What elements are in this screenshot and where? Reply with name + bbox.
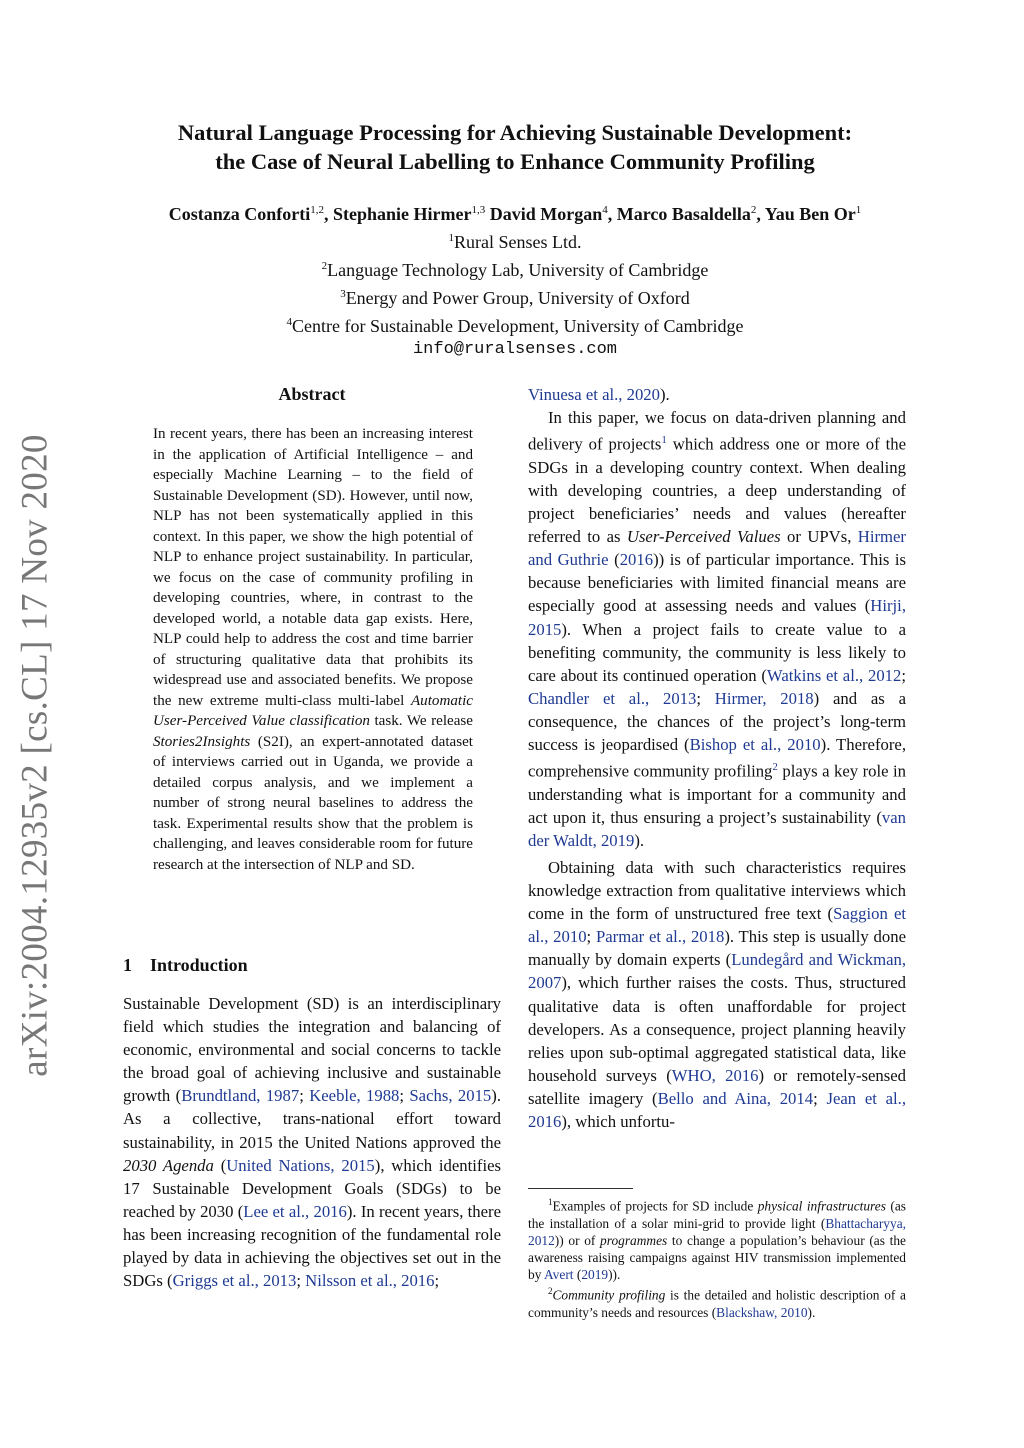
citation-link[interactable]: Griggs et al., 2013 (172, 1271, 297, 1291)
author-affiliation-mark: 4 (602, 204, 608, 216)
citation-link[interactable]: 2016 (619, 550, 654, 570)
affiliation: $^4$Centre for Sustainable Development, University of Cambridge (286, 316, 744, 336)
citation-link[interactable]: Vinuesa et al., 2020 (528, 385, 660, 404)
citation-link[interactable]: Brundtland, 1987 (181, 1086, 300, 1106)
citation-link[interactable]: Watkins et al., 2012 (766, 665, 902, 685)
author-affiliation-mark: 2 (750, 204, 757, 216)
title-line-1: Natural Language Processing for Achieving Sustainable Development: (177, 120, 853, 145)
citation-link[interactable]: Hirmer, 2018 (714, 688, 814, 708)
arxiv-stamp (12, 433, 58, 1077)
citation-link[interactable]: Jean et al., 2016 (528, 1088, 907, 1132)
citation-link[interactable]: Sachs, 2015 (409, 1086, 492, 1106)
footnote-number: 1 (548, 1197, 553, 1207)
paper-title (100, 118, 930, 176)
citation-link[interactable]: Nilsson et al., 2016 (305, 1271, 435, 1291)
affiliation: $^1$Rural Senses Ltd. (448, 232, 582, 252)
author-name: Costanza Conforti (168, 204, 311, 224)
intro-paragraph: Obtaining data with such characteristics requires knowledge extraction from qualitative interviews which come in the form of unstructured free text (Saggion et al., 2010; Parmar et al., 2018). This step is usually done manually by domain experts (Lundegård and Wickman, 2007), which further raises the costs. Thus, structured qualitative data is often unaffordable for project developers. As a consequence, project planning heavily relies upon sub-optimal aggregated statistical data, like household surveys (WHO, 2016) or remotely-sensed satellite imagery (Bello and Aina, 2014; Jean et al., 2016), which unfortu- (528, 858, 907, 1132)
citation-link[interactable]: United Nations, 2015 (226, 1155, 375, 1175)
arxiv-id: arXiv:2004.12935v2 [cs.CL] 17 Nov 2020 (14, 433, 56, 1077)
intro-paragraph: Sustainable Development (SD) is an interdisciplinary field which studies the integration and balancing of economic, environmental and social concerns to tackle the broad goal of achieving inclusive and sustainable growth (Brundtland, 1987; Keeble, 1988; Sachs, 2015). As a collective, trans-national effort toward sustainability, in 2015 the United Nations approved the 2030 Agenda (United Nations, 2015), which identifies 17 Sustainable Development Goals (SDGs) to be reached by 2030 (Lee et al., 2016). In recent years, there has been increasing recognition of the fundamental role played by data in achieving the objectives set out in the SDGs (Griggs et al., 2013; Nilsson et al., 2016; (123, 994, 502, 1291)
citation-link[interactable]: Parmar et al., 2018 (595, 927, 725, 947)
footnote-1: $^1$Examples of projects for SD include physical infrastructures (as the installation of a solar mini-grid to provide light (Bhattacharyya, 2012)) or of programmes to change a population’s behaviour (as the awareness raising campaigns against HIV transmission implemented by Avert (2019)). (528, 1197, 906, 1283)
citation-link[interactable]: Hirmer and Guthrie (528, 527, 906, 570)
intro-paragraph: In this paper, we focus on data-driven planning and delivery of projects$^1$ which address one or more of the SDGs in a developing country context. When dealing with developing countries, a deep understanding of project beneficiaries’ needs and values (hereafter referred to as User-Perceived Values or UPVs, Hirmer and Guthrie (2016)) is of particular importance. This is because beneficiaries with limited financial means are especially good at assessing needs and values (Hirji, 2015). When a project fails to create value to a benefiting community, the community is less likely to care about its continued operation (Watkins et al., 2012; Chandler et al., 2013; Hirmer, 2018) and as a consequence, the chances of the project’s long-term success is jeopardised (Bishop et al., 2010). Therefore, comprehensive community profiling$^2$ plays a key role in understanding what is important for a community and act upon it, thus ensuring a project’s sustainability (van der Waldt, 2019). (528, 408, 906, 850)
affiliation: $^2$Language Technology Lab, University of Cambridge (321, 260, 709, 280)
citation-link[interactable]: Keeble, 1988 (309, 1086, 400, 1106)
citation-link[interactable]: 2019 (581, 1267, 609, 1283)
footnote-2: $^2$Community profiling is the detailed and holistic description of a community’s needs and resources (Blackshaw, 2010). (528, 1286, 907, 1321)
author-affiliation-mark: 1,2 (310, 204, 324, 216)
footnote-number: 2 (548, 1286, 553, 1297)
footnote-marker[interactable]: 1 (661, 434, 667, 447)
section-heading-introduction (123, 955, 248, 976)
contact-email[interactable]: info@ruralsenses.com (412, 340, 618, 359)
section-number: 1 (123, 955, 132, 975)
author-name: Marco Basaldella (616, 204, 751, 224)
author-affiliation-mark: 1,3 (471, 204, 486, 216)
author-name: David Morgan (489, 204, 603, 224)
affiliation: $^3$Energy and Power Group, University of Oxford (340, 288, 690, 308)
author-name: Yau Ben Or (764, 204, 856, 224)
citation-link[interactable]: van der Waldt, 2019 (528, 807, 906, 850)
citation-link[interactable]: Blackshaw, 2010 (716, 1305, 808, 1321)
section-title: Introduction (150, 955, 248, 975)
citation-link[interactable]: Bello and Aina, 2014 (657, 1088, 814, 1108)
citation-link[interactable]: Avert (544, 1267, 574, 1283)
intro-right-column (528, 383, 906, 1133)
title-line-2: the Case of Neural Labelling to Enhance Community Profiling (215, 149, 815, 174)
citation-link[interactable]: Chandler et al., 2013 (528, 688, 697, 708)
citation-link[interactable]: Saggion et al., 2010 (528, 904, 907, 947)
abstract-heading: Abstract (278, 384, 346, 404)
author-list: Costanza Conforti$^{1,2}$, Stephanie Hirmer$^{1,3}$ David Morgan$^4$, Marco Basaldella$^2$, Yau Ben Or$^1$ (168, 204, 862, 224)
continued-text: Vinuesa et al., 2020). (528, 385, 670, 404)
task-name: Automatic User-Perceived Value classification (153, 692, 473, 729)
dataset-name: Stories2Insights (153, 733, 251, 750)
author-name: Stephanie Hirmer (333, 204, 472, 224)
intro-left-column (123, 992, 501, 1292)
footnotes (528, 1194, 906, 1321)
citation-link[interactable]: Hirji, 2015 (528, 596, 906, 639)
author-block (70, 198, 960, 362)
citation-link[interactable]: Bishop et al., 2010 (689, 734, 821, 754)
abstract-body: In recent years, there has been an increasing interest in the application of Artificial Intelligence – and especially Machine Learning – to the field of Sustainable Development (SD). However, until now, NLP has not been systematically applied in this context. In this paper, we show the high potential of NLP to enhance project sustainability. In particular, we focus on the case of community profiling in developing countries, where, in contrast to the developed world, a notable data gap exists. Here, NLP could help to address the cost and time barrier of structuring qualitative data that prohibits its widespread use and associated benefits. We propose the new extreme multi-class multi-label Automatic User-Perceived Value classification task. We release Stories2Insights (S2I), an expert-annotated dataset of interviews carried out in Uganda, we provide a detailed corpus analysis, and we implement a number of strong neural baselines to address the task. Experimental results show that the problem is challenging, and leaves considerable room for future research at the intersection of NLP and SD. (153, 426, 474, 873)
citation-link[interactable]: WHO, 2016 (671, 1065, 759, 1085)
citation-link[interactable]: Bhattacharyya, 2012 (528, 1215, 906, 1248)
footnote-divider (528, 1188, 633, 1189)
author-affiliation-mark: 1 (855, 204, 862, 216)
footnote-marker[interactable]: 2 (772, 761, 778, 774)
citation-link[interactable]: Lee et al., 2016 (243, 1201, 347, 1221)
citation-link[interactable]: Lundegård and Wickman, 2007 (528, 950, 906, 993)
